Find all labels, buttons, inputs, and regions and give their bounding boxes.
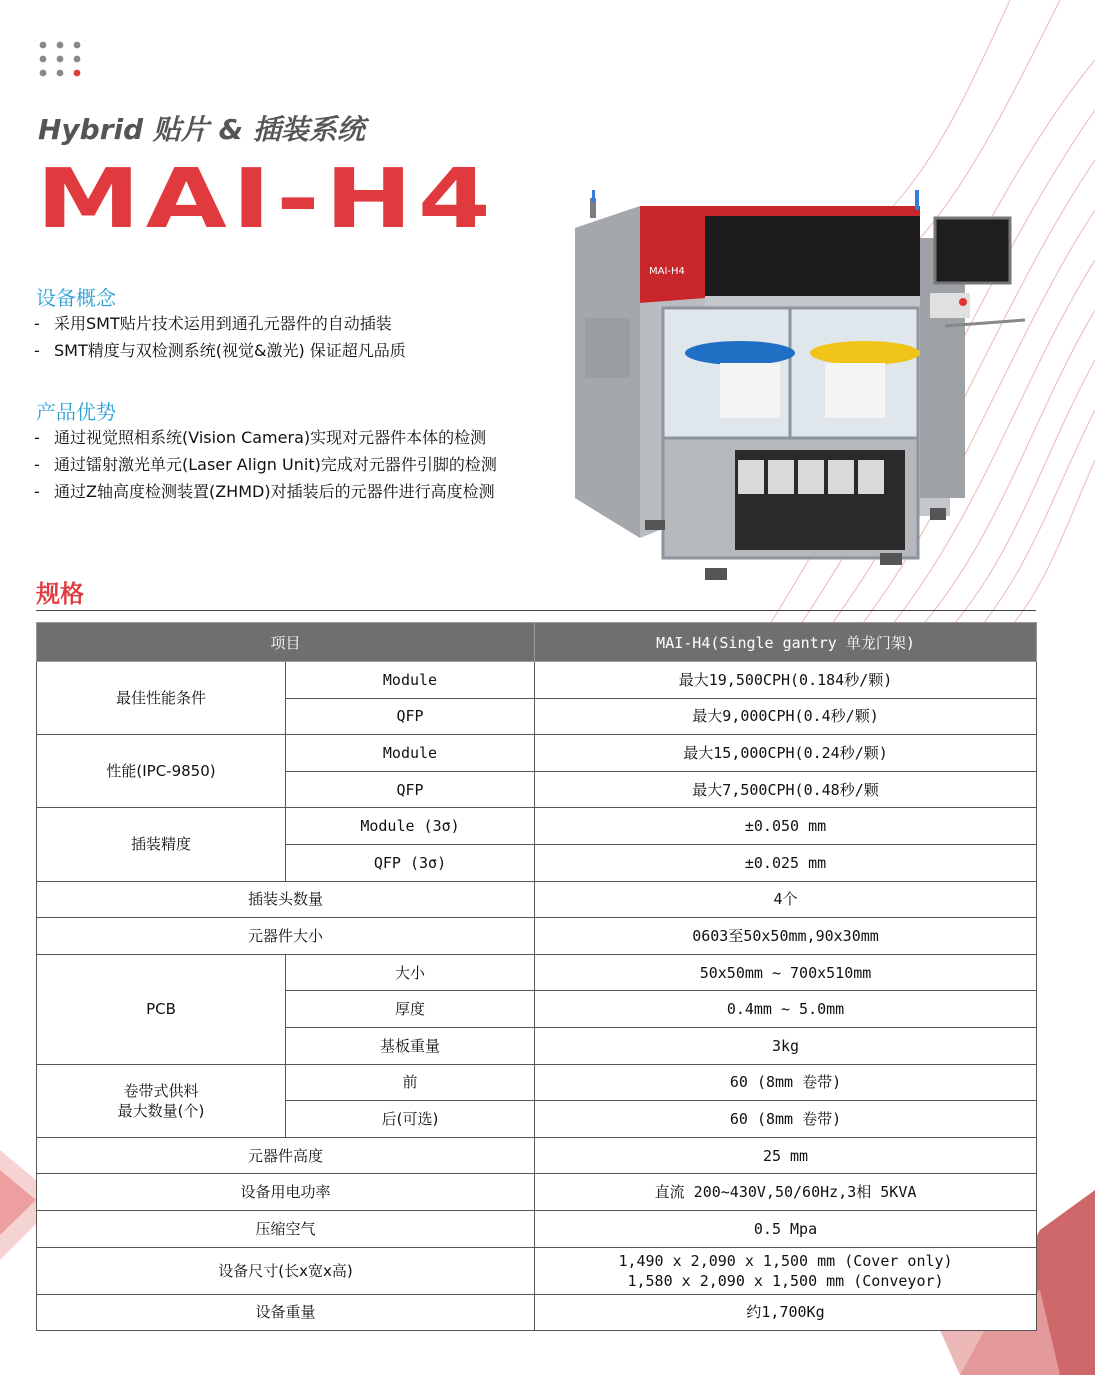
machine-panel-label: MAI-H4 [649, 266, 685, 277]
row-value: 最大9,000CPH(0.4秒/颗) [535, 698, 1037, 735]
row-label: 设备尺寸(长x宽x高) [37, 1247, 535, 1294]
table-row [37, 1137, 1037, 1174]
table-row [37, 1174, 1037, 1211]
list-item: - 通过视觉照相系统(Vision Camera)实现对元器件本体的检测 [34, 428, 487, 447]
spec-divider [36, 610, 1036, 611]
row-value: 最大7,500CPH(0.48秒/颗 [535, 771, 1037, 808]
dot-grid-icon [38, 40, 84, 80]
row-label: 元器件高度 [37, 1137, 535, 1174]
table-row [37, 808, 1037, 845]
row-value: 直流 200~430V,50/60Hz,3相 5KVA [535, 1174, 1037, 1211]
row-value: 最大15,000CPH(0.24秒/颗) [535, 735, 1037, 772]
table-row [37, 918, 1037, 955]
product-subtitle: Hybrid 贴片 & 插装系统 [38, 113, 365, 146]
row-label: 插装精度 [37, 808, 286, 881]
row-sub-label: QFP [286, 771, 535, 808]
row-sub-label: 前 [286, 1064, 535, 1101]
list-item: - 通过镭射激光单元(Laser Align Unit)完成对元器件引脚的检测 [34, 455, 497, 474]
table-row [37, 735, 1037, 772]
header-cell-model: MAI-H4(Single gantry 单龙门架) [535, 623, 1037, 662]
row-label: 设备重量 [37, 1294, 535, 1331]
row-value: ±0.050 mm [535, 808, 1037, 845]
row-value: 25 mm [535, 1137, 1037, 1174]
row-value [535, 1247, 1037, 1294]
concept-list [34, 310, 406, 364]
row-label: 元器件大小 [37, 918, 535, 955]
row-value: 0.5 Mpa [535, 1210, 1037, 1247]
spec-table [36, 622, 1037, 1331]
row-sub-label: QFP [286, 698, 535, 735]
row-label: PCB [37, 954, 286, 1064]
row-label-line: 最大数量(个) [117, 1101, 205, 1120]
table-row [37, 1294, 1037, 1331]
list-item: - SMT精度与双检测系统(视觉&激光) 保证超凡品质 [34, 341, 406, 360]
row-value: 3kg [535, 1027, 1037, 1064]
row-value: 0.4mm ~ 5.0mm [535, 991, 1037, 1028]
table-row [37, 954, 1037, 991]
advantages-list [34, 424, 497, 505]
row-label: 性能(IPC-9850) [37, 735, 286, 808]
row-sub-label: 厚度 [286, 991, 535, 1028]
row-value: 0603至50x50mm,90x30mm [535, 918, 1037, 955]
row-value: 最大19,500CPH(0.184秒/颗) [535, 662, 1037, 699]
concept-heading: 设备概念 [36, 286, 116, 310]
row-value: 60 (8mm 卷带) [535, 1101, 1037, 1138]
row-sub-label: QFP (3σ) [286, 844, 535, 881]
row-sub-label: Module (3σ) [286, 808, 535, 845]
machine-image [545, 178, 1045, 590]
row-value: ±0.025 mm [535, 844, 1037, 881]
row-label: 插装头数量 [37, 881, 535, 918]
row-sub-label: 大小 [286, 954, 535, 991]
spec-heading: 规格 [36, 580, 84, 608]
row-value-line: 1,580 x 2,090 x 1,500 mm (Conveyor) [627, 1271, 944, 1290]
row-value-line: 1,490 x 2,090 x 1,500 mm (Cover only) [618, 1251, 953, 1270]
list-item: - 采用SMT贴片技术运用到通孔元器件的自动插装 [34, 314, 392, 333]
table-row [37, 1247, 1037, 1294]
row-label: 最佳性能条件 [37, 662, 286, 735]
row-sub-label: Module [286, 662, 535, 699]
row-label [37, 1064, 286, 1137]
table-row [37, 1064, 1037, 1101]
table-row [37, 1210, 1037, 1247]
row-sub-label: Module [286, 735, 535, 772]
model-title: MAI-H4 [36, 152, 496, 247]
table-header-row [37, 623, 1037, 662]
row-value: 50x50mm ~ 700x510mm [535, 954, 1037, 991]
row-label: 设备用电功率 [37, 1174, 535, 1211]
row-sub-label: 基板重量 [286, 1027, 535, 1064]
row-sub-label: 后(可选) [286, 1101, 535, 1138]
table-row [37, 881, 1037, 918]
row-label-line: 卷带式供料 [123, 1081, 199, 1100]
row-value: 4个 [535, 881, 1037, 918]
row-label: 压缩空气 [37, 1210, 535, 1247]
header-cell-item: 项目 [37, 623, 535, 662]
advantages-heading: 产品优势 [36, 400, 116, 424]
table-row [37, 662, 1037, 699]
row-value: 60 (8mm 卷带) [535, 1064, 1037, 1101]
list-item: - 通过Z轴高度检测装置(ZHMD)对插装后的元器件进行高度检测 [34, 482, 495, 501]
row-value: 约1,700Kg [535, 1294, 1037, 1331]
